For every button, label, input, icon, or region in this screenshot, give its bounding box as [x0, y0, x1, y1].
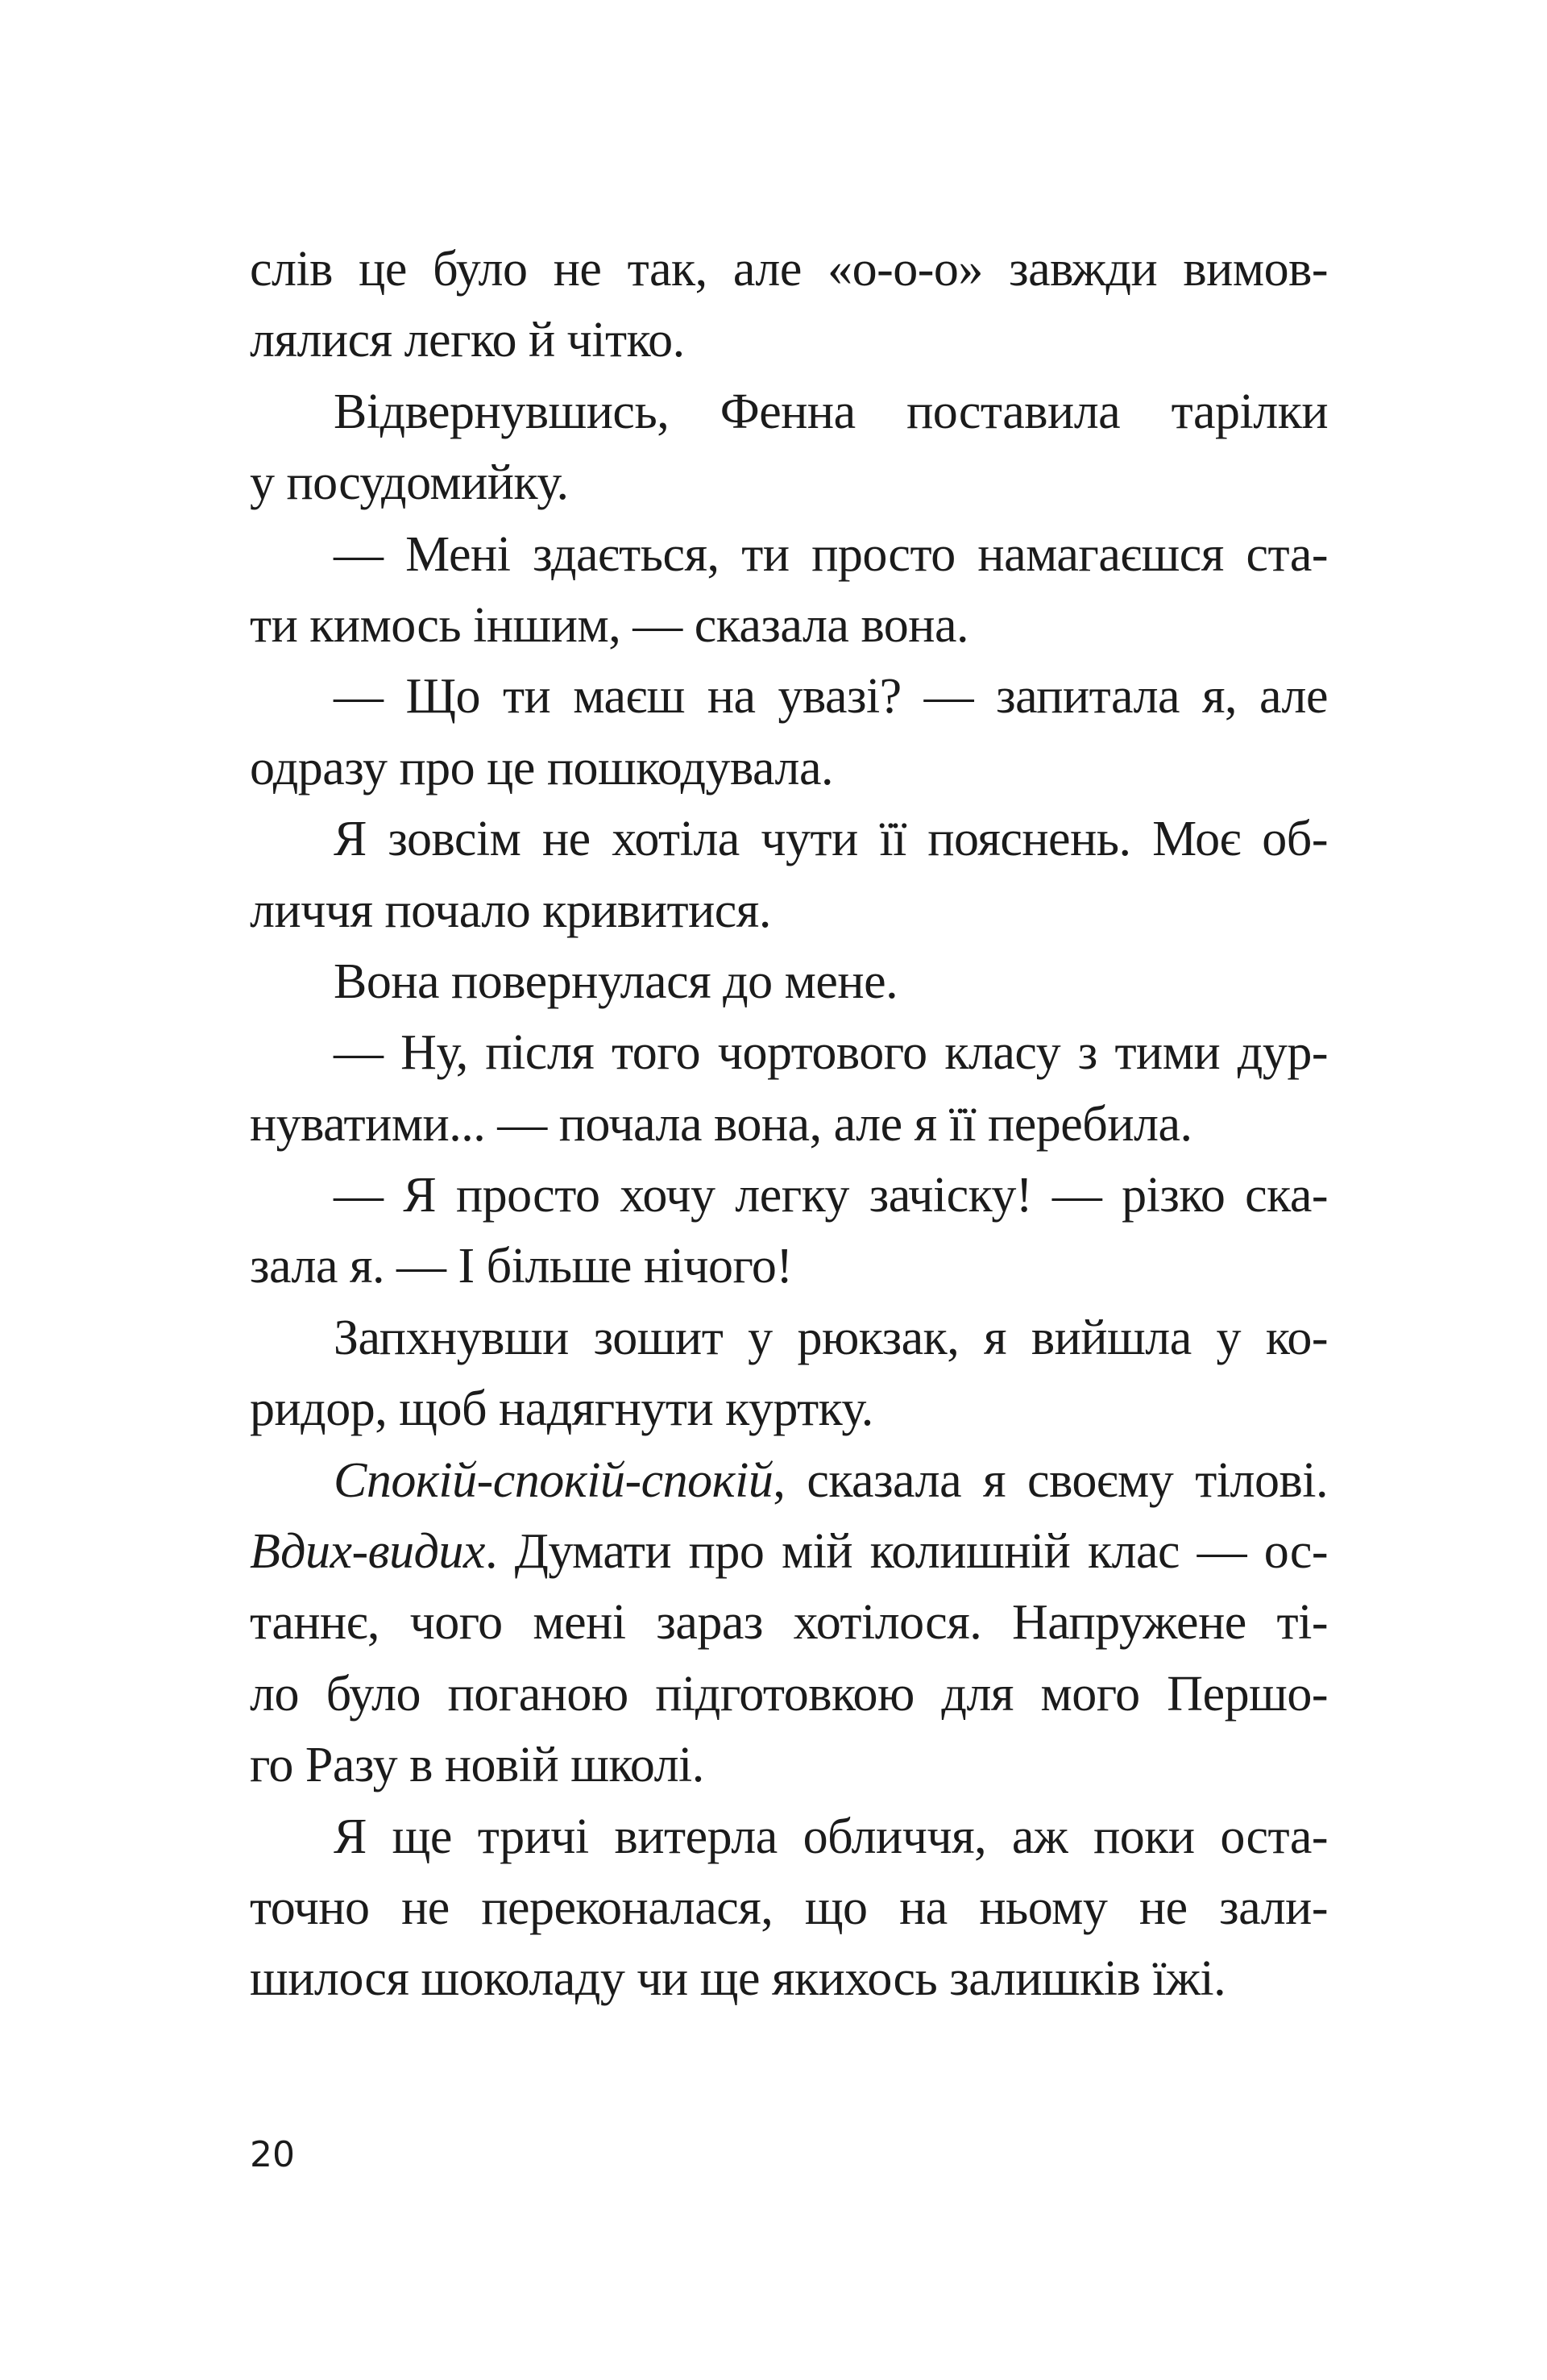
- line-text: ти кимось іншим, — сказала вона.: [250, 597, 968, 653]
- text-line: [250, 519, 1328, 590]
- text-line: [250, 1659, 1328, 1730]
- text-line: [250, 1445, 1328, 1516]
- line-text: Вона повернулася до мене.: [334, 953, 898, 1009]
- text-line: [250, 1943, 1328, 2014]
- text-line: [250, 946, 1328, 1017]
- line-text: — Що ти маєш на увазі? — запитала я, але: [334, 669, 1328, 725]
- line-text: слів це було не так, але «о-о-о» завжди вимов-: [250, 242, 1328, 297]
- line-text: лялися легко й чітко.: [250, 313, 685, 368]
- line-text: у посудомийку.: [250, 455, 569, 511]
- text-line: [250, 376, 1328, 447]
- line-text: . Думати про мій колишній клас — ос-: [484, 1524, 1328, 1580]
- text-line: [250, 1160, 1328, 1231]
- text-line: [250, 1801, 1328, 1872]
- text-line: [250, 661, 1328, 732]
- line-text: Я зовсім не хотіла чути її пояснень. Моє об-: [334, 812, 1328, 867]
- line-text: ло було поганою підготовкою для мого Першо-: [250, 1666, 1328, 1722]
- body-text: [250, 234, 1328, 2015]
- line-text: — Ну, після того чортового класу з тими дур-: [334, 1025, 1328, 1081]
- line-text: го Разу в новій школі.: [250, 1738, 704, 1793]
- text-line: [250, 875, 1328, 946]
- text-line: [250, 1373, 1328, 1444]
- line-text: Я ще тричі витерла обличчя, аж поки оста-: [334, 1809, 1328, 1864]
- line-text: одразу про це пошкодувала.: [250, 740, 833, 795]
- text-line: [250, 804, 1328, 874]
- text-line: [250, 305, 1328, 376]
- text-line: [250, 447, 1328, 518]
- line-text: точно не переконалася, що на ньому не зали-: [250, 1879, 1328, 1935]
- italic-text: Спокій-спокій-спокій: [334, 1452, 774, 1508]
- line-text: — Мені здається, ти просто намагаєшся ста-: [334, 526, 1328, 582]
- line-text: нуватими... — почала вона, але я її перебила.: [250, 1096, 1192, 1152]
- text-line: [250, 1231, 1328, 1302]
- line-text: Відвернувшись, Фенна поставила тарілки: [334, 384, 1328, 439]
- text-line: [250, 733, 1328, 804]
- text-line: [250, 234, 1328, 305]
- text-line: [250, 1587, 1328, 1658]
- line-text: Запхнувши зошит у рюкзак, я вийшла у ко-: [334, 1310, 1328, 1365]
- line-text: личчя почало кривитися.: [250, 883, 771, 938]
- text-line: [250, 1730, 1328, 1801]
- text-line: [250, 1017, 1328, 1088]
- text-line: [250, 1872, 1328, 1943]
- line-text: таннє, чого мені зараз хотілося. Напружене ті-: [250, 1595, 1328, 1651]
- text-line: [250, 1089, 1328, 1160]
- text-line: [250, 1302, 1328, 1373]
- page-number: 20: [250, 2134, 295, 2175]
- line-text: ридор, щоб надягнути куртку.: [250, 1381, 873, 1437]
- line-text: зала я. — І більше нічого!: [250, 1239, 793, 1294]
- text-line: [250, 590, 1328, 661]
- line-text: — Я просто хочу легку зачіску! — різко ска-: [334, 1168, 1328, 1223]
- line-text: шилося шоколаду чи ще якихось залишків їжі.: [250, 1951, 1226, 2007]
- italic-text: Вдих-видих: [250, 1524, 485, 1580]
- line-text: , сказала я своєму тілові.: [773, 1452, 1328, 1508]
- text-line: [250, 1516, 1328, 1587]
